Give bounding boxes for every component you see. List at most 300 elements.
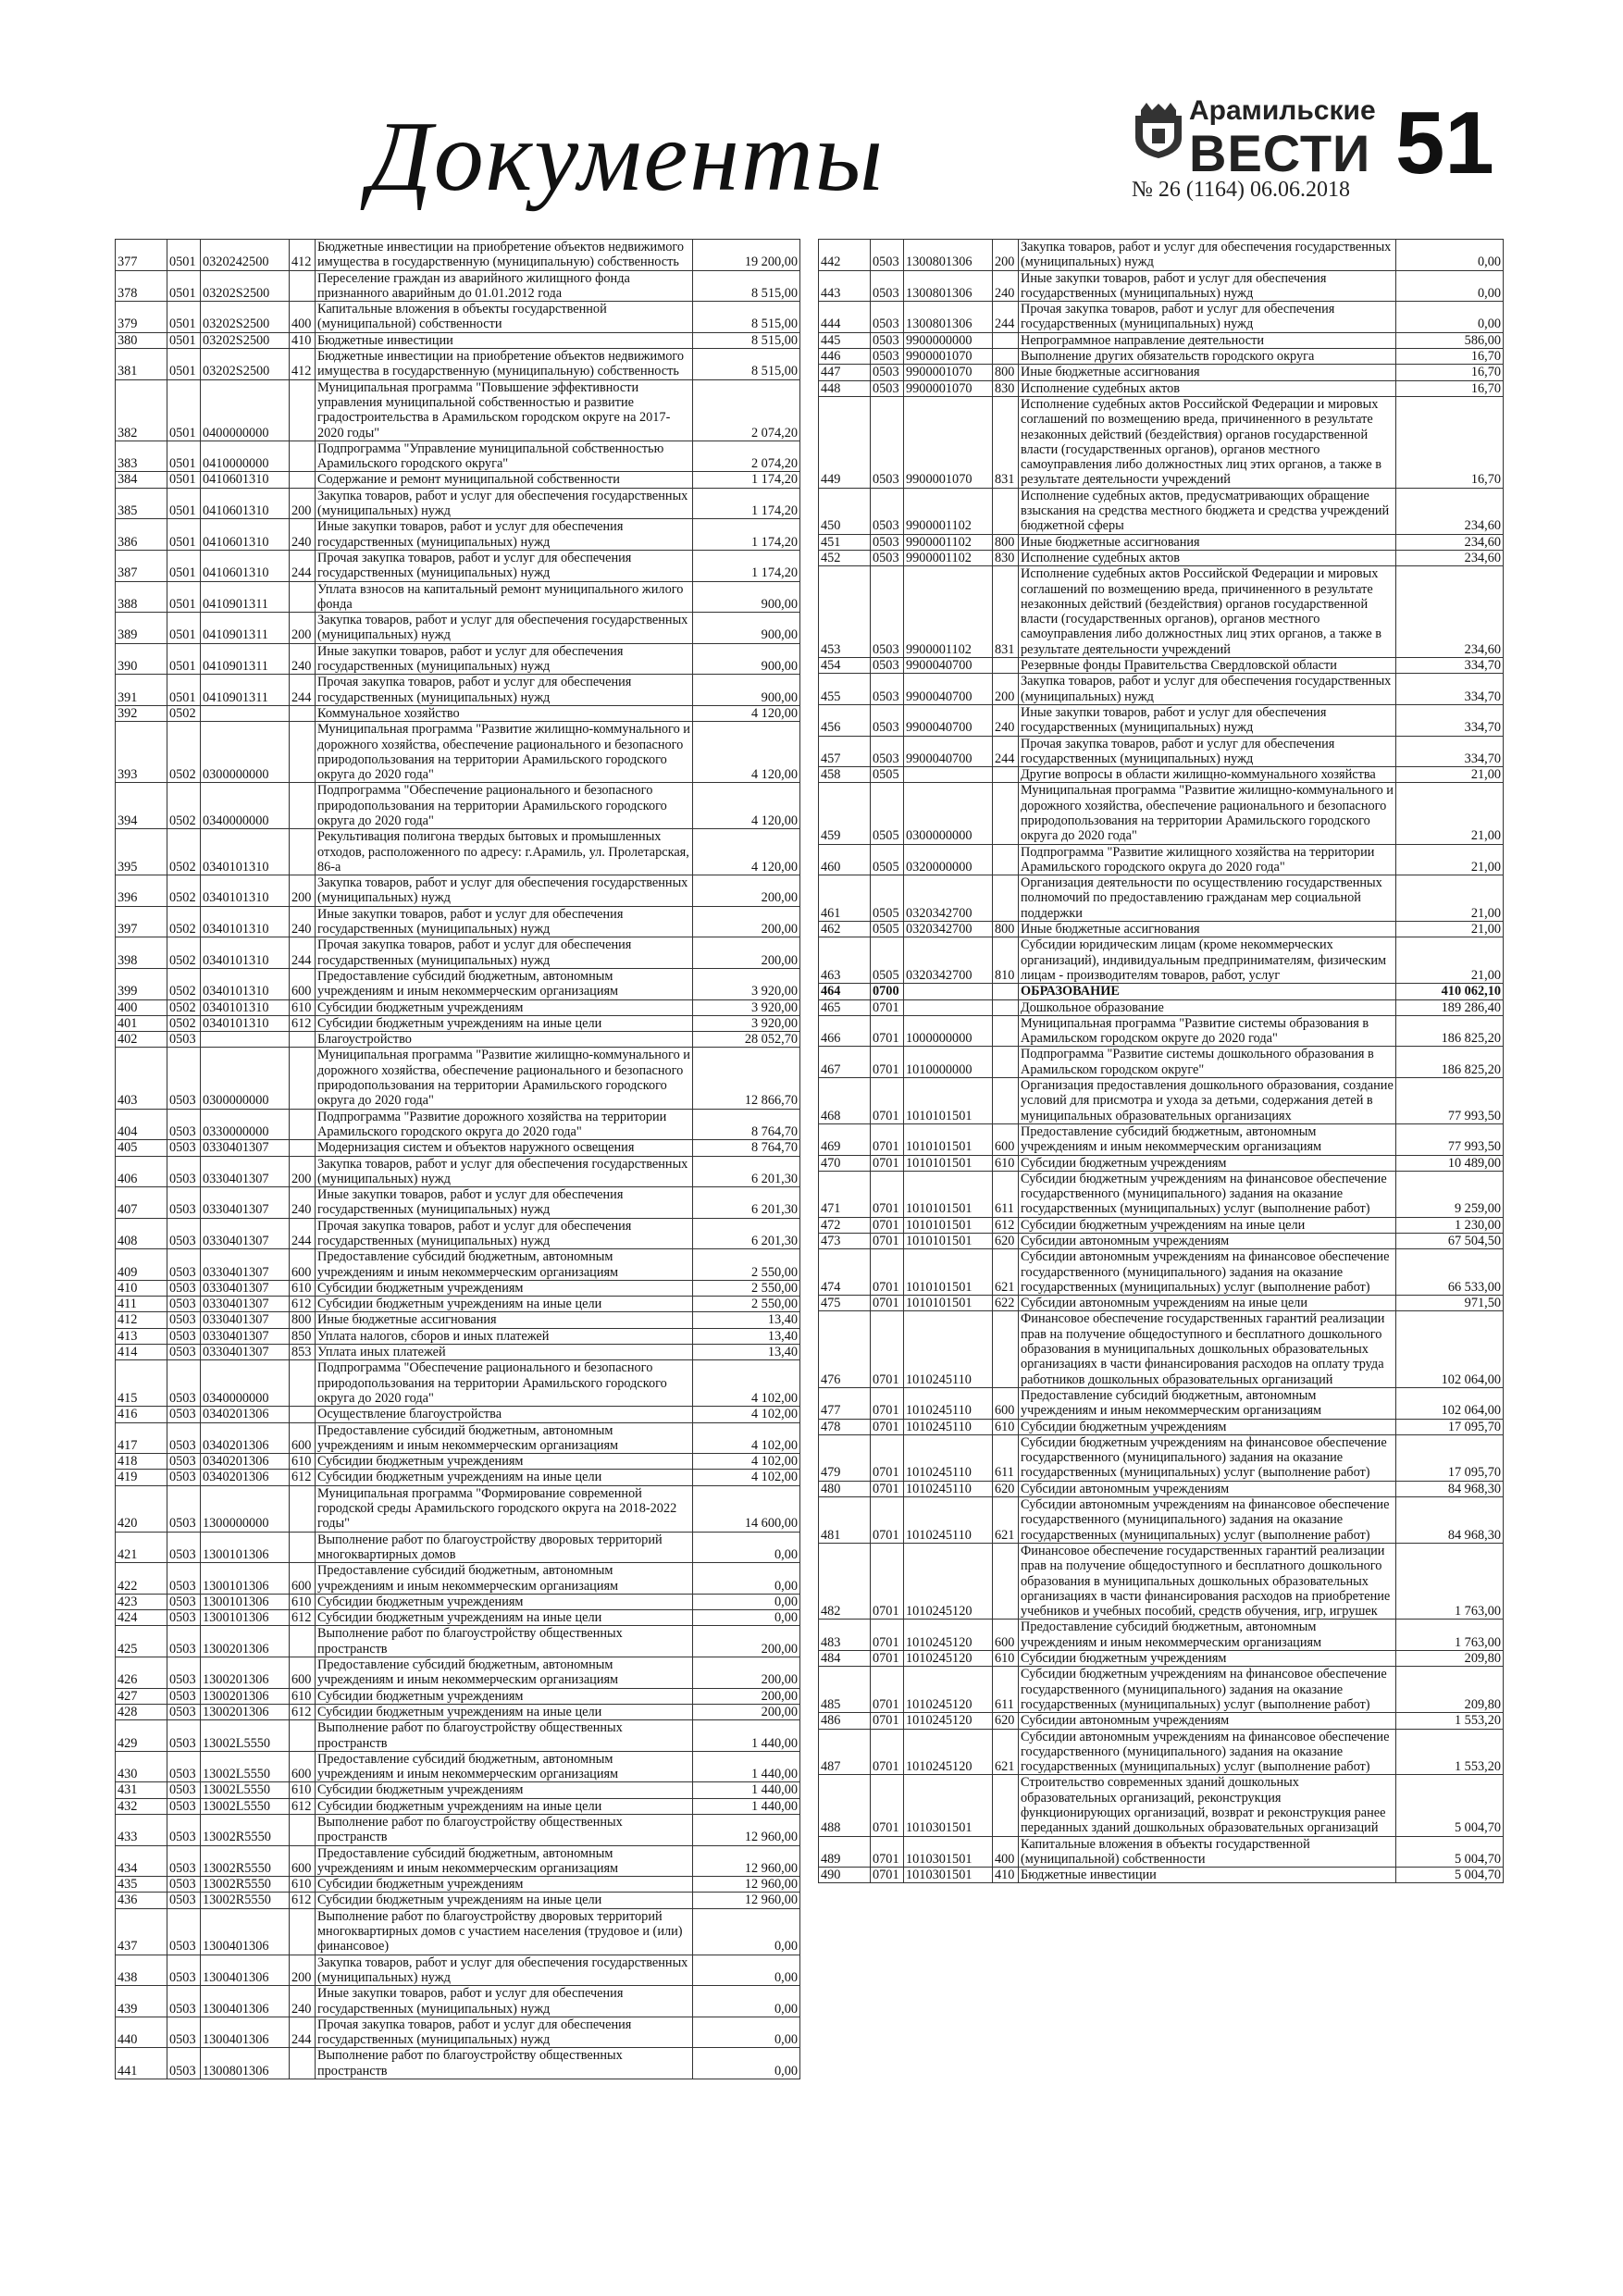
- table-row: [116, 2017, 800, 2048]
- row-number: 455: [819, 674, 871, 705]
- row-amount: 334,70: [1396, 736, 1504, 767]
- row-amount: 1 763,00: [1396, 1543, 1504, 1619]
- table-row: [116, 1360, 800, 1407]
- row-amount: 4 120,00: [693, 783, 800, 829]
- target-code: 0300000000: [904, 783, 993, 844]
- section-code: 0501: [167, 550, 201, 581]
- table-row: [116, 1328, 800, 1344]
- section-code: 0503: [167, 1218, 201, 1249]
- row-amount: 0,00: [1396, 302, 1504, 333]
- row-description: Муниципальная программа "Развитие жилищно-коммунального и дорожного хозяйства, обеспечение рационального и безопасного природопользования на территории Арамильского городского округа до 2020 года": [316, 1048, 693, 1109]
- row-description: Исполнение судебных актов Российской Федерации и мировых соглашений по возмещению вреда, причиненного в результате незаконных действий (бездействия) органов государственной власти (государственных органов), органов местного самоуправления либо должностных лиц этих органов, а также в результате деятельности учреждений: [1019, 396, 1396, 488]
- row-number: 451: [819, 534, 871, 550]
- section-title: Документы: [368, 102, 886, 212]
- expense-type: 600: [290, 1751, 316, 1782]
- row-amount: 189 286,40: [1396, 999, 1504, 1015]
- target-code: 1300801306: [904, 240, 993, 271]
- row-number: 381: [116, 349, 167, 380]
- table-row: [116, 999, 800, 1015]
- table-row: [116, 1140, 800, 1156]
- section-code: 0501: [167, 488, 201, 519]
- expense-type: 410: [993, 1868, 1019, 1883]
- table-row: [819, 984, 1504, 999]
- table-row: [116, 829, 800, 875]
- target-code: 1010101501: [904, 1123, 993, 1155]
- row-description: Предоставление субсидий бюджетным, автономным учреждениям и иным некоммерческим организациям: [316, 1563, 693, 1595]
- row-number: 396: [116, 875, 167, 907]
- row-number: 437: [116, 1908, 167, 1955]
- section-code: 0503: [167, 1360, 201, 1407]
- expense-type: 621: [993, 1249, 1019, 1296]
- row-amount: 4 102,00: [693, 1360, 800, 1407]
- section-code: 0501: [167, 270, 201, 302]
- expense-type: [290, 1626, 316, 1657]
- row-amount: 5 004,70: [1396, 1836, 1504, 1868]
- expense-type: 830: [993, 380, 1019, 396]
- row-amount: 2 550,00: [693, 1249, 800, 1281]
- row-number: 474: [819, 1249, 871, 1296]
- expense-type: 620: [993, 1713, 1019, 1729]
- section-code: 0501: [167, 302, 201, 333]
- section-code: 0502: [167, 783, 201, 829]
- row-description: Закупка товаров, работ и услуг для обеспечения государственных (муниципальных) нужд: [316, 1156, 693, 1187]
- section-code: 0503: [167, 1704, 201, 1719]
- row-amount: 2 550,00: [693, 1297, 800, 1312]
- row-amount: 186 825,20: [1396, 1047, 1504, 1078]
- row-amount: 1 440,00: [693, 1720, 800, 1752]
- row-description: Предоставление субсидий бюджетным, автономным учреждениям и иным некоммерческим организациям: [316, 1751, 693, 1782]
- row-number: 427: [116, 1688, 167, 1704]
- expense-type: 610: [290, 1782, 316, 1798]
- table-row: [116, 968, 800, 999]
- section-code: 0700: [871, 984, 904, 999]
- target-code: 0330401307: [201, 1156, 290, 1187]
- target-code: 0410601310: [201, 550, 290, 581]
- table-row: [116, 270, 800, 302]
- row-description: Субсидии бюджетным учреждениям: [316, 999, 693, 1015]
- section-code: 0501: [167, 581, 201, 613]
- row-amount: 17 095,70: [1396, 1434, 1504, 1481]
- target-code: 9900001070: [904, 365, 993, 380]
- row-amount: 334,70: [1396, 658, 1504, 674]
- target-code: 1010245110: [904, 1311, 993, 1387]
- row-amount: 900,00: [693, 613, 800, 644]
- target-code: 9900040700: [904, 704, 993, 736]
- target-code: 1300401306: [201, 1986, 290, 2017]
- expense-type: 240: [993, 270, 1019, 302]
- row-number: 452: [819, 550, 871, 565]
- row-number: 467: [819, 1047, 871, 1078]
- row-number: 440: [116, 2017, 167, 2048]
- row-number: 460: [819, 844, 871, 875]
- row-description: Муниципальная программа "Формирование современной городской среды Арамильского городского округа на 2018-2022 годы": [316, 1485, 693, 1532]
- table-row: [819, 1481, 1504, 1496]
- expense-type: 612: [993, 1217, 1019, 1233]
- target-code: 0330401307: [201, 1280, 290, 1296]
- table-row: [819, 937, 1504, 984]
- row-description: Предоставление субсидий бюджетным, автономным учреждениям и иным некоммерческим организациям: [316, 1249, 693, 1281]
- section-code: 0503: [167, 1657, 201, 1689]
- table-row: [116, 581, 800, 613]
- target-code: 1010101501: [904, 1078, 993, 1124]
- section-code: 0701: [871, 1419, 904, 1434]
- row-amount: 3 920,00: [693, 1015, 800, 1031]
- table-row: [116, 1751, 800, 1782]
- section-code: 0701: [871, 1775, 904, 1836]
- table-row: [819, 767, 1504, 783]
- table-row: [116, 1986, 800, 2017]
- row-amount: 21,00: [1396, 844, 1504, 875]
- expense-type: [290, 1109, 316, 1140]
- expense-type: 412: [290, 349, 316, 380]
- table-row: [116, 1032, 800, 1048]
- table-row: [116, 519, 800, 551]
- expense-type: 600: [993, 1387, 1019, 1419]
- row-number: 416: [116, 1407, 167, 1422]
- row-amount: 8 515,00: [693, 270, 800, 302]
- section-code: 0701: [871, 1047, 904, 1078]
- section-code: 0701: [871, 1868, 904, 1883]
- section-code: 0503: [167, 1485, 201, 1532]
- target-code: 1300801306: [904, 302, 993, 333]
- row-number: 392: [116, 705, 167, 721]
- expense-type: [290, 705, 316, 721]
- expense-type: [290, 441, 316, 472]
- row-amount: 900,00: [693, 581, 800, 613]
- page-header: [0, 0, 1623, 231]
- section-code: 0501: [167, 519, 201, 551]
- table-row: [819, 658, 1504, 674]
- target-code: 1300101306: [201, 1610, 290, 1626]
- section-code: 0503: [167, 1720, 201, 1752]
- target-code: 1010245110: [904, 1481, 993, 1496]
- expense-type: 612: [290, 1893, 316, 1908]
- row-amount: 4 102,00: [693, 1422, 800, 1454]
- row-description: Содержание и ремонт муниципальной собственности: [316, 472, 693, 488]
- section-code: 0503: [871, 302, 904, 333]
- expense-type: 853: [290, 1345, 316, 1360]
- expense-type: 610: [290, 1688, 316, 1704]
- table-row: [116, 1109, 800, 1140]
- row-number: 462: [819, 922, 871, 937]
- target-code: 13002L5550: [201, 1751, 290, 1782]
- row-description: Муниципальная программа "Развитие жилищно-коммунального и дорожного хозяйства, обеспечение рационального и безопасного природопользования на территории Арамильского городского округа до 2020 года": [316, 722, 693, 783]
- expense-type: [993, 1078, 1019, 1124]
- row-amount: 0,00: [1396, 270, 1504, 302]
- section-code: 0503: [167, 2017, 201, 2048]
- target-code: 1000000000: [904, 1015, 993, 1047]
- table-row: [116, 1657, 800, 1689]
- section-code: 0503: [167, 1955, 201, 1986]
- section-code: 0701: [871, 1481, 904, 1496]
- target-code: 1010101501: [904, 1171, 993, 1217]
- expense-type: [993, 1015, 1019, 1047]
- target-code: 0320342700: [904, 922, 993, 937]
- row-description: Субсидии бюджетным учреждениям: [316, 1688, 693, 1704]
- row-description: Закупка товаров, работ и услуг для обеспечения государственных (муниципальных) нужд: [1019, 240, 1396, 271]
- expense-type: [993, 1543, 1019, 1619]
- row-description: Иные закупки товаров, работ и услуг для обеспечения государственных (муниципальных) нужд: [316, 643, 693, 675]
- table-row: [116, 240, 800, 271]
- row-amount: 77 993,50: [1396, 1078, 1504, 1124]
- row-number: 406: [116, 1156, 167, 1187]
- target-code: 13002L5550: [201, 1798, 290, 1814]
- table-row: [116, 1485, 800, 1532]
- expense-type: [993, 1311, 1019, 1387]
- section-code: 0501: [167, 675, 201, 706]
- section-code: 0503: [167, 1470, 201, 1485]
- row-amount: 12 866,70: [693, 1048, 800, 1109]
- row-description: Субсидии бюджетным учреждениям на финансовое обеспечение государственного (муниципального) задания на оказание государственных (муниципальных) услуг (выполнение работ): [1019, 1434, 1396, 1481]
- row-number: 399: [116, 968, 167, 999]
- row-amount: 900,00: [693, 675, 800, 706]
- section-code: 0503: [167, 1407, 201, 1422]
- row-description: Закупка товаров, работ и услуг для обеспечения государственных (муниципальных) нужд: [316, 1955, 693, 1986]
- row-number: 415: [116, 1360, 167, 1407]
- table-row: [819, 566, 1504, 658]
- row-number: 426: [116, 1657, 167, 1689]
- expense-type: 612: [290, 1470, 316, 1485]
- expense-type: 400: [993, 1836, 1019, 1868]
- table-row: [116, 875, 800, 907]
- table-row: [819, 844, 1504, 875]
- section-code: 0505: [871, 844, 904, 875]
- row-description: Финансовое обеспечение государственных гарантий реализации прав на получение общедоступного и бесплатного дошкольного образования в муниципальных дошкольных образовательных организациях в части финансирования расходов на оплату труда работников дошкольных образовательных организаций: [1019, 1311, 1396, 1387]
- row-number: 457: [819, 736, 871, 767]
- table-row: [819, 1775, 1504, 1836]
- row-description: Резервные фонды Правительства Свердловской области: [1019, 658, 1396, 674]
- expense-type: [290, 581, 316, 613]
- row-number: 428: [116, 1704, 167, 1719]
- table-row: [819, 1047, 1504, 1078]
- section-code: 0503: [871, 349, 904, 365]
- table-row: [116, 1048, 800, 1109]
- row-number: 478: [819, 1419, 871, 1434]
- section-code: 0502: [167, 829, 201, 875]
- target-code: 1300201306: [201, 1688, 290, 1704]
- row-number: 476: [819, 1311, 871, 1387]
- section-code: 0701: [871, 1620, 904, 1651]
- table-row: [819, 1078, 1504, 1124]
- row-amount: 200,00: [693, 1688, 800, 1704]
- row-amount: 19 200,00: [693, 240, 800, 271]
- row-number: 453: [819, 566, 871, 658]
- row-number: 394: [116, 783, 167, 829]
- row-number: 488: [819, 1775, 871, 1836]
- table-row: [819, 1713, 1504, 1729]
- row-number: 391: [116, 675, 167, 706]
- expense-type: [993, 767, 1019, 783]
- row-description: Выполнение работ по благоустройству общественных пространств: [316, 1626, 693, 1657]
- target-code: 1010101501: [904, 1249, 993, 1296]
- section-code: 0503: [167, 1109, 201, 1140]
- target-code: 0330401307: [201, 1187, 290, 1219]
- target-code: 0340101310: [201, 1015, 290, 1031]
- expense-type: [290, 472, 316, 488]
- row-amount: 209,80: [1396, 1651, 1504, 1667]
- row-description: Капитальные вложения в объекты государственной (муниципальной) собственности: [1019, 1836, 1396, 1868]
- row-number: 379: [116, 302, 167, 333]
- section-code: 0503: [871, 488, 904, 534]
- table-row: [116, 1877, 800, 1893]
- expense-type: [290, 270, 316, 302]
- table-row: [819, 1155, 1504, 1171]
- row-description: Рекультивация полигона твердых бытовых и промышленных отходов, расположенного по адресу: г.Арамиль, ул. Пролетарская, 86-а: [316, 829, 693, 875]
- target-code: 1300000000: [201, 1485, 290, 1532]
- row-amount: 4 120,00: [693, 722, 800, 783]
- target-code: 0330000000: [201, 1109, 290, 1140]
- expense-type: [290, 1407, 316, 1422]
- row-number: 475: [819, 1296, 871, 1311]
- table-row: [116, 1454, 800, 1470]
- row-amount: 1 174,20: [693, 488, 800, 519]
- row-amount: 4 102,00: [693, 1454, 800, 1470]
- row-amount: 77 993,50: [1396, 1123, 1504, 1155]
- row-amount: 3 920,00: [693, 999, 800, 1015]
- row-description: Выполнение других обязательств городского округа: [1019, 349, 1396, 365]
- table-row: [819, 1234, 1504, 1249]
- section-code: 0503: [871, 674, 904, 705]
- section-code: 0503: [167, 1297, 201, 1312]
- row-amount: 8 515,00: [693, 302, 800, 333]
- expense-type: 240: [290, 643, 316, 675]
- target-code: 1300201306: [201, 1626, 290, 1657]
- budget-table-left: [115, 239, 800, 2079]
- table-row: [116, 1594, 800, 1609]
- table-row: [819, 922, 1504, 937]
- section-code: 0503: [167, 1140, 201, 1156]
- expense-type: [290, 1032, 316, 1048]
- expense-type: 244: [993, 736, 1019, 767]
- row-number: 443: [819, 270, 871, 302]
- target-code: 03202S2500: [201, 349, 290, 380]
- row-description: Подпрограмма "Обеспечение рационального и безопасного природопользования на территории Арамильского городского округа до 2020 года": [316, 783, 693, 829]
- row-description: Предоставление субсидий бюджетным, автономным учреждениям и иным некоммерческим организациям: [316, 1845, 693, 1877]
- expense-type: 621: [993, 1497, 1019, 1544]
- row-description: Закупка товаров, работ и услуг для обеспечения государственных (муниципальных) нужд: [316, 875, 693, 907]
- section-code: 0503: [871, 240, 904, 271]
- table-row: [116, 1156, 800, 1187]
- section-code: 0503: [167, 1688, 201, 1704]
- row-description: Прочая закупка товаров, работ и услуг для обеспечения государственных (муниципальных) нужд: [316, 937, 693, 969]
- expense-type: [993, 999, 1019, 1015]
- section-code: 0701: [871, 1078, 904, 1124]
- expense-type: 620: [993, 1481, 1019, 1496]
- target-code: 0410901311: [201, 581, 290, 613]
- row-description: Другие вопросы в области жилищно-коммунального хозяйства: [1019, 767, 1396, 783]
- row-amount: 334,70: [1396, 674, 1504, 705]
- expense-type: 800: [993, 365, 1019, 380]
- expense-type: 410: [290, 332, 316, 348]
- section-code: 0503: [167, 1032, 201, 1048]
- section-code: 0503: [167, 1532, 201, 1563]
- row-description: Уплата налогов, сборов и иных платежей: [316, 1328, 693, 1344]
- table-row: [116, 302, 800, 333]
- expense-type: [290, 1140, 316, 1156]
- target-code: 1010301501: [904, 1836, 993, 1868]
- row-number: 482: [819, 1543, 871, 1619]
- row-number: 444: [819, 302, 871, 333]
- target-code: 13002R5550: [201, 1845, 290, 1877]
- section-code: 0701: [871, 1155, 904, 1171]
- row-amount: 5 004,70: [1396, 1775, 1504, 1836]
- table-row: [819, 1419, 1504, 1434]
- row-description: Выполнение работ по благоустройству общественных пространств: [316, 1720, 693, 1752]
- section-code: 0503: [871, 550, 904, 565]
- row-number: 450: [819, 488, 871, 534]
- target-code: 13002R5550: [201, 1877, 290, 1893]
- row-description: Субсидии бюджетным учреждениям: [1019, 1419, 1396, 1434]
- section-code: 0701: [871, 1249, 904, 1296]
- table-row: [116, 488, 800, 519]
- row-amount: 13,40: [693, 1328, 800, 1344]
- section-code: 0503: [871, 534, 904, 550]
- table-row: [819, 1311, 1504, 1387]
- row-description: ОБРАЗОВАНИЕ: [1019, 984, 1396, 999]
- row-amount: 12 960,00: [693, 1814, 800, 1845]
- row-number: 380: [116, 332, 167, 348]
- expense-type: 244: [290, 937, 316, 969]
- section-code: 0503: [167, 1908, 201, 1955]
- target-code: 13002R5550: [201, 1893, 290, 1908]
- expense-type: 800: [993, 534, 1019, 550]
- row-number: 434: [116, 1845, 167, 1877]
- section-code: 0502: [167, 937, 201, 969]
- expense-type: [290, 1485, 316, 1532]
- target-code: 0410901311: [201, 675, 290, 706]
- table-row: [116, 1955, 800, 1986]
- section-code: 0503: [167, 1751, 201, 1782]
- section-code: 0501: [167, 332, 201, 348]
- section-code: 0505: [871, 922, 904, 937]
- expense-type: 612: [290, 1704, 316, 1719]
- row-number: 402: [116, 1032, 167, 1048]
- target-code: 1300801306: [904, 270, 993, 302]
- row-amount: 21,00: [1396, 783, 1504, 844]
- table-row: [819, 1729, 1504, 1775]
- expense-type: [993, 488, 1019, 534]
- row-number: 403: [116, 1048, 167, 1109]
- section-code: 0503: [167, 1798, 201, 1814]
- row-number: 404: [116, 1109, 167, 1140]
- row-number: 431: [116, 1782, 167, 1798]
- target-code: 1010101501: [904, 1217, 993, 1233]
- row-number: 409: [116, 1249, 167, 1281]
- table-row: [116, 722, 800, 783]
- target-code: 0320000000: [904, 844, 993, 875]
- section-code: 0503: [167, 1048, 201, 1109]
- row-number: 463: [819, 937, 871, 984]
- target-code: 0410601310: [201, 472, 290, 488]
- expense-type: [993, 332, 1019, 348]
- table-row: [819, 674, 1504, 705]
- row-amount: 1 440,00: [693, 1798, 800, 1814]
- row-number: 425: [116, 1626, 167, 1657]
- table-row: [116, 1249, 800, 1281]
- row-number: 407: [116, 1187, 167, 1219]
- expense-type: 831: [993, 396, 1019, 488]
- section-code: 0501: [167, 379, 201, 441]
- table-row: [819, 396, 1504, 488]
- budget-table-right: [818, 239, 1504, 1883]
- row-number: 464: [819, 984, 871, 999]
- expense-type: 200: [290, 1955, 316, 1986]
- expense-type: [290, 2048, 316, 2079]
- row-number: 429: [116, 1720, 167, 1752]
- row-amount: 200,00: [693, 1704, 800, 1719]
- row-number: 410: [116, 1280, 167, 1296]
- target-code: 1010000000: [904, 1047, 993, 1078]
